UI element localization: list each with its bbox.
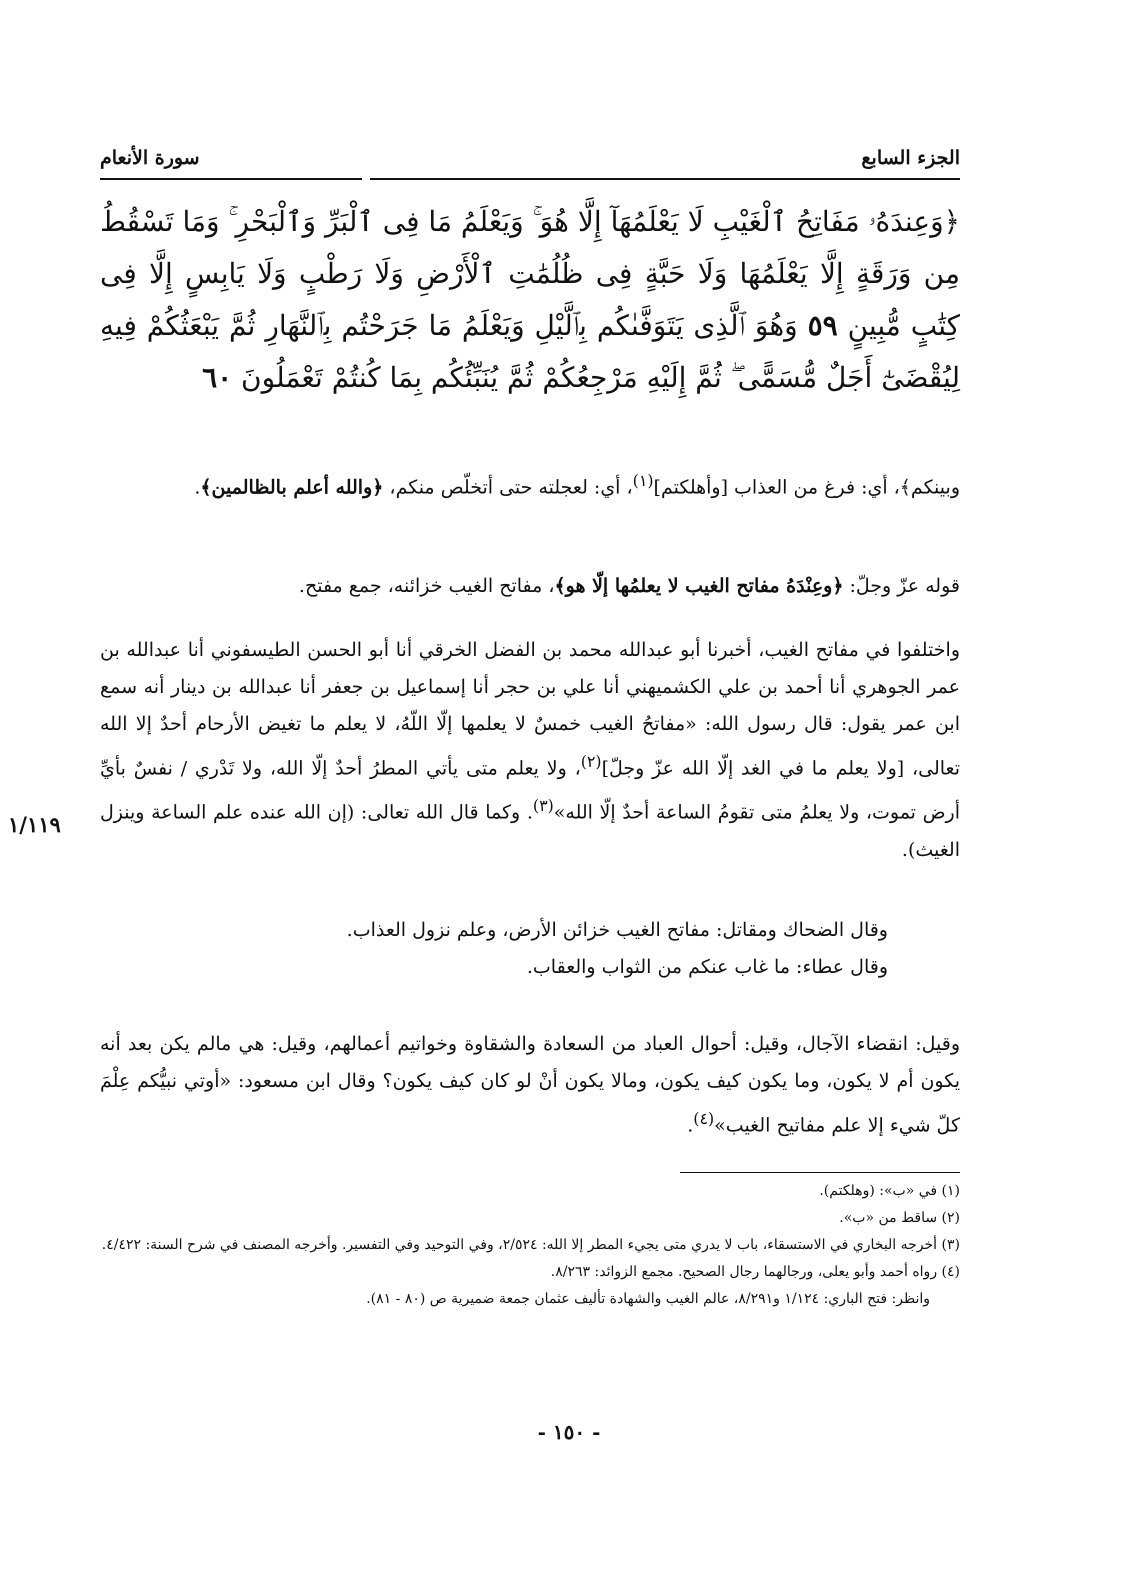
header-rule-right [370, 178, 960, 180]
p1-text-a: وبينكم﴾، أي: فرغ من العذاب [وأهلكتم] [653, 476, 960, 499]
paragraph-5 [100, 1026, 960, 1144]
page-number: - ١٥٠ - [537, 1420, 601, 1444]
header-rule-left [100, 178, 362, 180]
p3-text-a: واختلفوا في مفاتح الغيب، أخبرنا أبو عبدالله محمد بن الفضل الخرقي أنا أبو الحسن الطيسفوني أنا عبدالله بن عمر الجوهري أنا أحمد بن علي الكشميهني أنا علي بن حجر أنا إسماعيل بن جعفر أنا عبدالله بن دينار أنه سمع ابن عمر يقول: قال رسول الله: «مفاتحُ الغيب خمسٌ لا يعلمها إلّا اللّهُ، لا يعلم ما تغيض الأرحام أحدٌ إلا الله تعالى، [ولا يعلم ما في الغد إلّا الله عزّ وجلّ] [100, 639, 961, 780]
footnote-ref-2: (٢) [580, 752, 602, 771]
footnote-3: (٣) أخرجه البخاري في الاستسقاء، باب لا يدري متى يجيء المطر إلا الله: ٢/٥٢٤، وفي التوحيد وفي التفسير. وأخرجه المصنف في شرح السنة: ٤/٤٢٢. [101, 1237, 960, 1253]
p2-text-b: ، مفاتح الغيب خزائنه، جمع مفتح. [298, 575, 555, 597]
p1-text-b: ، أي: لعجلته حتى أتخلّص منكم، [383, 476, 633, 499]
footnote-1: (١) في «ب»: (وهلكتم). [819, 1183, 960, 1199]
footnotes [100, 1178, 960, 1313]
p2-text-a: قوله عزّ وجلّ: [843, 575, 960, 597]
ayah-59-number: ٥٩ [807, 309, 838, 342]
p5-text-b: . [687, 1114, 694, 1137]
p2-quote: ﴿وعِنْدَهُ مفاتح الغيب لا يعلمُها إلّا هو﴾ [554, 575, 844, 597]
footnote-separator [680, 1172, 960, 1173]
footnote-2: (٢) ساقط من «ب». [839, 1210, 960, 1226]
paragraph-4 [100, 912, 960, 986]
p4-line-1: وقال الضحاك ومقاتل: مفاتح الغيب خزائن الأرض، وعلم نزول العذاب. [346, 919, 888, 941]
paragraph-3 [100, 632, 960, 869]
paragraph-1 [100, 462, 960, 506]
part-title: الجزء السابع [861, 147, 960, 169]
footnote-ref-3: (٣) [532, 796, 554, 816]
footnote-ref-1: (١) [632, 471, 654, 490]
footnote-4-continued: وانظر: فتح الباري: ١/١٢٤ و٨/٢٩١، عالم الغيب والشهادة تأليف عثمان جمعة ضميرية ص (٨٠ - ٨١). [366, 1291, 930, 1307]
surah-title: سورة الأنعام [100, 147, 200, 169]
ayah-60-number: ٦٠ [202, 361, 233, 394]
p4-line-2: وقال عطاء: ما غاب عنكم من الثواب والعقاب. [526, 956, 888, 978]
ayah-60-text: وَهُوَ ٱلَّذِى يَتَوَفَّىٰكُم بِٱلَّيْلِ وَيَعْلَمُ مَا جَرَحْتُم بِٱلنَّهَارِ ثُمَّ يَبْعَثُكُمْ فِيهِ لِيُقْضَىٰٓ أَجَلٌ مُّسَمًّى ۖ ثُمَّ إِلَيْهِ مَرْجِعُكُمْ ثُمَّ يُنَبِّئُكُم بِمَا كُنتُمْ تَعْمَلُونَ [100, 309, 960, 394]
quran-verses [100, 196, 960, 404]
p5-text-a: وقيل: انقضاء الآجال، وقيل: أحوال العباد من السعادة والشقاوة وخواتيم أعمالهم، وقيل: هي مالم يكن بعد أنه يكون أم لا يكون، وما يكون كيف يكون، ومالا يكون أنْ لو كان كيف يكون؟ وقال ابن مسعود: «أوتي نبيُّكم عِلْمَ كلّ شيء إلا علم مفاتيح الغيب» [100, 1033, 960, 1137]
p1-quote: ﴿والله أعلم بالظالمين﴾ [200, 476, 384, 499]
margin-reference: ١/١١٩ [8, 812, 61, 837]
p1-text-c: . [194, 476, 201, 499]
p3-text-b: ، ولا يعلم متى يأتي المطرُ أحدٌ إلّا الله، ولا تَدْري / نفسٌ بأيِّ أرض تموت، ولا يعلمُ متى تقومُ الساعة أحدٌ إلّا الله» [100, 757, 960, 824]
ayah-59-text: ﴿وَعِندَهُۥ مَفَاتِحُ ٱلْغَيْبِ لَا يَعْلَمُهَآ إِلَّا هُوَ ۚ وَيَعْلَمُ مَا فِى ٱلْبَرِّ وَٱلْبَحْرِ ۚ وَمَا تَسْقُطُ مِن وَرَقَةٍ إِلَّا يَعْلَمُهَا وَلَا حَبَّةٍ فِى ظُلُمَٰتِ ٱلْأَرْضِ وَلَا رَطْبٍ وَلَا يَابِسٍ إِلَّا فِى كِتَٰبٍ مُّبِينٍ [100, 205, 960, 342]
footnote-ref-4: (٤) [693, 1109, 715, 1128]
running-header [100, 138, 960, 178]
footnote-4: (٤) رواه أحمد وأبو يعلى، ورجالهما رجال الصحيح. مجمع الزوائد: ٨/٢٦٣. [550, 1264, 960, 1280]
paragraph-2 [100, 568, 960, 605]
p3-text-c: . وكما قال الله تعالى: (إن الله عنده علم الساعة وينزل الغيث). [100, 801, 960, 861]
